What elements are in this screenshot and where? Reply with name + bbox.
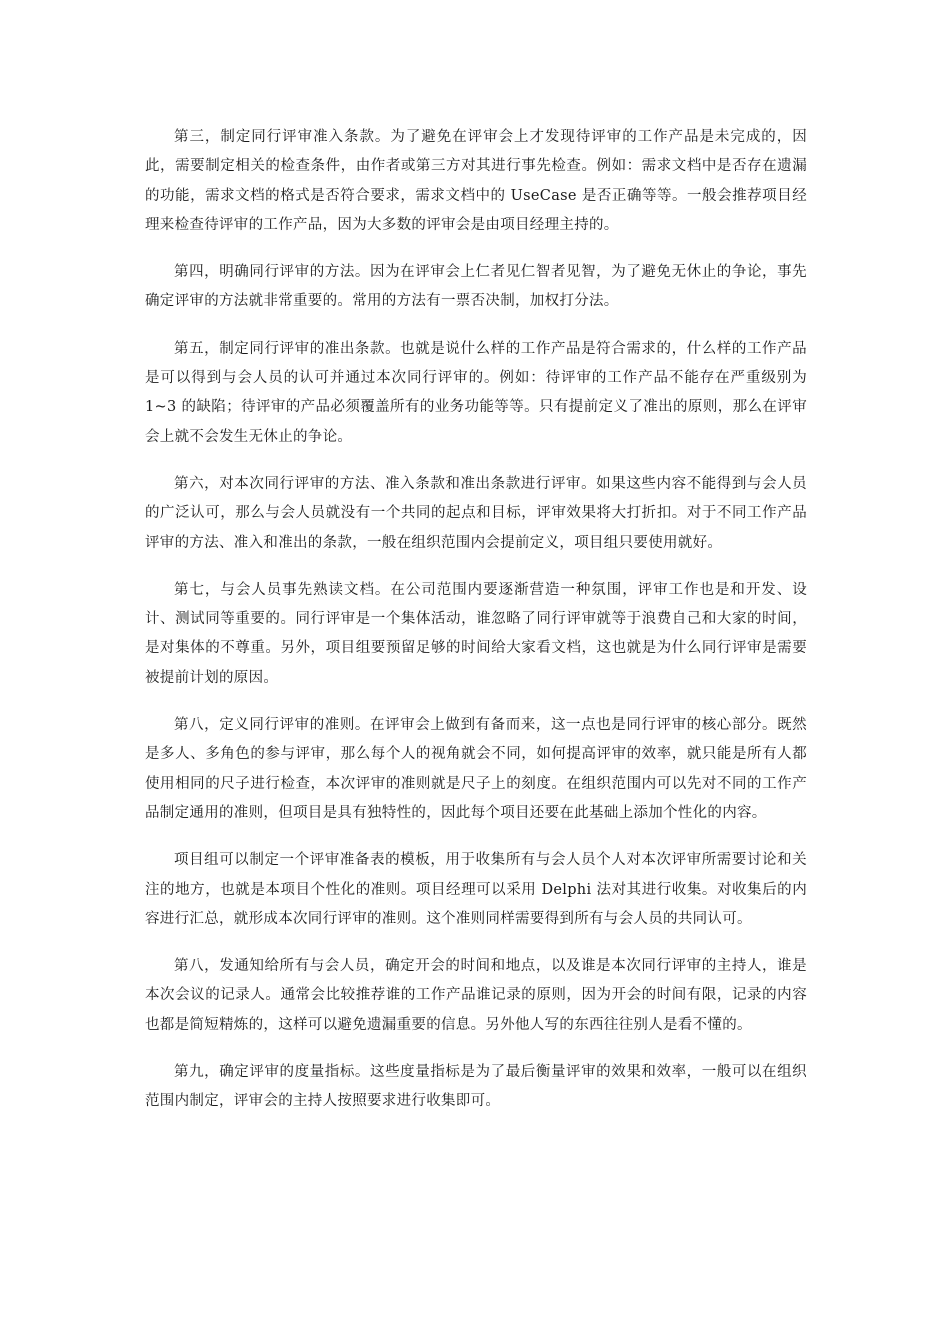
document-body: [145, 123, 807, 1135]
paragraph-review-template: 项目组可以制定一个评审准备表的模板，用于收集所有与会人员个人对本次评审所需要讨论和关注的地方，也就是本项目个性化的准则。项目经理可以采用 Delphi 法对其进行收集。对收集后的内容进行汇总，就形成本次同行评审的准则。这个准则同样需要得到所有与会人员的共同认可。: [145, 852, 807, 927]
paragraph-step-8-criteria: 第八，定义同行评审的准则。在评审会上做到有备而来，这一点也是同行评审的核心部分。既然是多人、多角色的参与评审，那么每个人的视角就会不同，如何提高评审的效率，就只能是所有人都使用相同的尺子进行检查，本次评审的准则就是尺子上的刻度。在组织范围内可以先对不同的工作产品制定通用的准则，但项目是具有独特性的，因此每个项目还要在此基础上添加个性化的内容。: [145, 717, 807, 821]
paragraph-step-9: 第九，确定评审的度量指标。这些度量指标是为了最后衡量评审的效果和效率，一般可以在组织范围内制定，评审会的主持人按照要求进行收集即可。: [145, 1064, 807, 1110]
paragraph-step-6: 第六，对本次同行评审的方法、准入条款和准出条款进行评审。如果这些内容不能得到与会人员的广泛认可，那么与会人员就没有一个共同的起点和目标，评审效果将大打折扣。对于不同工作产品评审的方法、准入和准出的条款，一般在组织范围内会提前定义，项目组只要使用就好。: [145, 475, 807, 551]
paragraph-step-8-notice: 第八，发通知给所有与会人员，确定开会的时间和地点，以及谁是本次同行评审的主持人，谁是本次会议的记录人。通常会比较推荐谁的工作产品谁记录的原则，因为开会的时间有限，记录的内容也都是简短精炼的，这样可以避免遗漏重要的信息。另外他人写的东西往往别人是看不懂的。: [145, 958, 807, 1033]
paragraph-step-4: 第四，明确同行评审的方法。因为在评审会上仁者见仁智者见智，为了避免无休止的争论，事先确定评审的方法就非常重要的。常用的方法有一票否决制，加权打分法。: [145, 264, 807, 310]
paragraph-step-3: 第三，制定同行评审准入条款。为了避免在评审会上才发现待评审的工作产品是未完成的，因此，需要制定相关的检查条件，由作者或第三方对其进行事先检查。例如：需求文档中是否存在遗漏的功能，需求文档的格式是否符合要求，需求文档中的 UseCase 是否正确等等。一般会推荐项目经理来检查待评审的工作产品，因为大多数的评审会是由项目经理主持的。: [145, 129, 807, 233]
paragraph-step-5: 第五，制定同行评审的准出条款。也就是说什么样的工作产品是符合需求的，什么样的工作产品是可以得到与会人员的认可并通过本次同行评审的。例如：待评审的工作产品不能存在严重级别为 1~3 的缺陷；待评审的产品必须覆盖所有的业务功能等等。只有提前定义了准出的原则，那么在评审会上就不会发生无休止的争论。: [145, 340, 807, 445]
paragraph-step-7: 第七，与会人员事先熟读文档。在公司范围内要逐渐营造一种氛围，评审工作也是和开发、设计、测试同等重要的。同行评审是一个集体活动，谁忽略了同行评审就等于浪费自己和大家的时间，是对集体的不尊重。另外，项目组要预留足够的时间给大家看文档，这也就是为什么同行评审是需要被提前计划的原因。: [145, 581, 807, 686]
